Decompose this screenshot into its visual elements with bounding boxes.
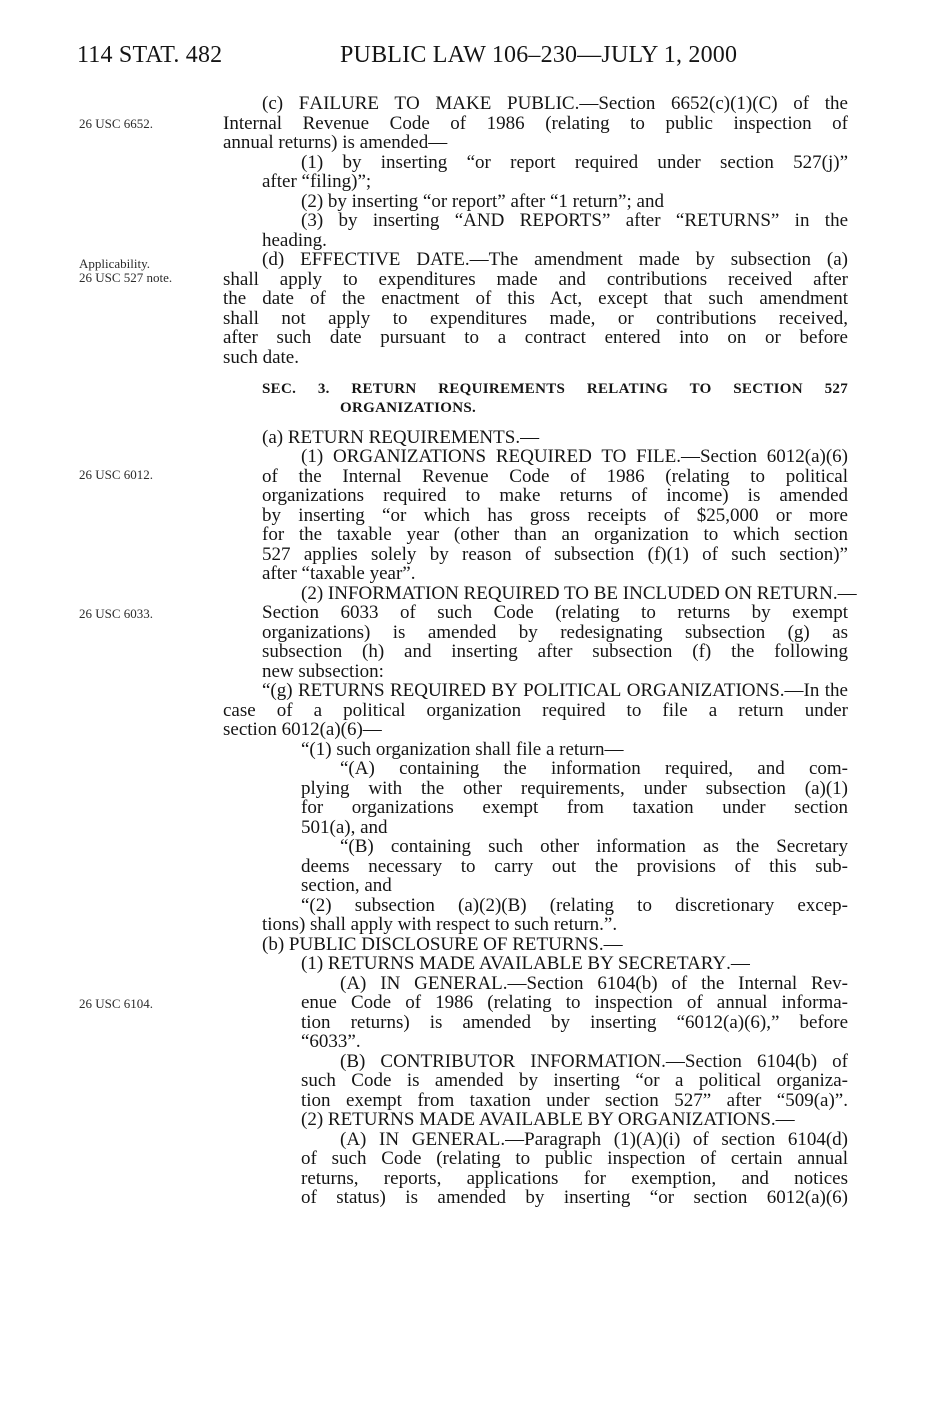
text-line: after “filing)”;: [262, 171, 372, 192]
text-line: shall not apply to expenditures made, or contributions received,: [223, 308, 848, 329]
text-line: (d) EFFECTIVE DATE.—The amendment made by subsection (a): [262, 249, 848, 270]
text-line: of the Internal Revenue Code of 1986 (relating to political: [262, 466, 848, 487]
text-line: 527 applies solely by reason of subsection (f)(1) of such section)”: [262, 544, 848, 565]
text-line: deems necessary to carry out the provisions of this sub-: [301, 856, 848, 877]
text-line: Internal Revenue Code of 1986 (relating to public inspection of: [223, 113, 848, 134]
text-line: of status) is amended by inserting “or section 6012(a)(6): [301, 1187, 848, 1208]
text-line: section, and: [301, 875, 392, 896]
text-line: such Code is amended by inserting “or a political organiza-: [301, 1070, 848, 1091]
text-line: (A) IN GENERAL.—Section 6104(b) of the Internal Rev-: [340, 973, 848, 994]
text-line: for the taxable year (other than an organization to which section: [262, 524, 848, 545]
text-line: after “taxable year”.: [262, 563, 416, 584]
text-line: (a) RETURN REQUIREMENTS.—: [262, 427, 540, 448]
text-line: case of a political organization required to file a return under: [223, 700, 848, 721]
text-line: (1) ORGANIZATIONS REQUIRED TO FILE.—Section 6012(a)(6): [301, 446, 849, 467]
text-line: Section 6033 of such Code (relating to returns by exempt: [262, 602, 848, 623]
text-line: organizations) is amended by redesignating subsection (g) as: [262, 622, 848, 643]
margin-note-26usc6012: 26 USC 6012.: [79, 467, 154, 482]
section-heading: SEC. 3. RETURN REQUIREMENTS RELATING TO SECTION 527: [262, 381, 848, 397]
text-line: (2) by inserting “or report” after “1 return”; and: [301, 191, 664, 212]
text-line: “(B) containing such other information as the Secretary: [340, 836, 848, 857]
text-line: new subsection:: [262, 661, 384, 682]
text-line: (2) RETURNS MADE AVAILABLE BY ORGANIZATIONS.—: [301, 1109, 795, 1130]
text-line: organizations required to make returns of income) is amended: [262, 485, 848, 506]
text-line: section 6012(a)(6)—: [223, 719, 382, 740]
text-line: (1) by inserting “or report required under section 527(j)”: [301, 152, 848, 173]
text-line: tion exempt from taxation under section 527” after “509(a)”.: [301, 1090, 848, 1111]
text-line: enue Code of 1986 (relating to inspection of annual informa-: [301, 992, 848, 1013]
text-line: by inserting “or which has gross receipts of $25,000 or more: [262, 505, 848, 526]
text-line: (1) RETURNS MADE AVAILABLE BY SECRETARY.—: [301, 953, 750, 974]
page-header: [0, 40, 943, 80]
text-line: (c) FAILURE TO MAKE PUBLIC.—Section 6652(c)(1)(C) of the: [262, 93, 848, 114]
text-line: annual returns) is amended—: [223, 132, 448, 153]
public-law-title: PUBLIC LAW 106–230—JULY 1, 2000: [340, 42, 738, 68]
margin-note-26usc6104: 26 USC 6104.: [79, 996, 154, 1011]
text-line: (3) by inserting “AND REPORTS” after “RETURNS” in the: [301, 210, 849, 231]
text-line: “(A) containing the information required, and com-: [340, 758, 848, 779]
text-line: (A) IN GENERAL.—Paragraph (1)(A)(i) of section 6104(d): [340, 1129, 848, 1150]
text-line: 501(a), and: [301, 817, 388, 838]
text-line: after such date pursuant to a contract entered into on or before: [223, 327, 848, 348]
text-line: shall apply to expenditures made and contributions received after: [223, 269, 848, 290]
text-line: the date of the enactment of this Act, except that such amendment: [223, 288, 848, 309]
text-line: of such Code (relating to public inspection of certain annual: [301, 1148, 848, 1169]
margin-note-26usc527: 26 USC 527 note.: [79, 270, 173, 285]
text-line: subsection (h) and inserting after subsection (f) the following: [262, 641, 848, 662]
section-heading-continued: ORGANIZATIONS.: [340, 400, 477, 416]
margin-note-26usc6033: 26 USC 6033.: [79, 606, 154, 621]
text-line: tions) shall apply with respect to such return.”.: [262, 914, 618, 935]
text-line: “(2) subsection (a)(2)(B) (relating to discretionary excep-: [301, 895, 848, 916]
margin-note-26usc6652: 26 USC 6652.: [79, 116, 154, 131]
text-line: tion returns) is amended by inserting “6012(a)(6),” before: [301, 1012, 848, 1033]
text-line: (b) PUBLIC DISCLOSURE OF RETURNS.—: [262, 934, 623, 955]
text-line: heading.: [262, 230, 327, 251]
text-line: (B) CONTRIBUTOR INFORMATION.—Section 6104(b) of: [340, 1051, 848, 1072]
text-line: (2) INFORMATION REQUIRED TO BE INCLUDED ON RETURN.—: [301, 583, 857, 604]
text-line: “6033”.: [301, 1031, 361, 1052]
text-line: returns, reports, applications for exemption, and notices: [301, 1168, 848, 1189]
statute-page-number: 114 STAT. 482: [77, 42, 223, 68]
text-line: for organizations exempt from taxation under section: [301, 797, 848, 818]
text-line: such date.: [223, 347, 299, 368]
text-line: plying with the other requirements, under subsection (a)(1): [301, 778, 848, 799]
text-line: “(1) such organization shall file a return—: [301, 739, 624, 760]
margin-note-applicability: Applicability.: [79, 256, 151, 271]
text-line: “(g) RETURNS REQUIRED BY POLITICAL ORGANIZATIONS.—In the: [262, 680, 848, 701]
